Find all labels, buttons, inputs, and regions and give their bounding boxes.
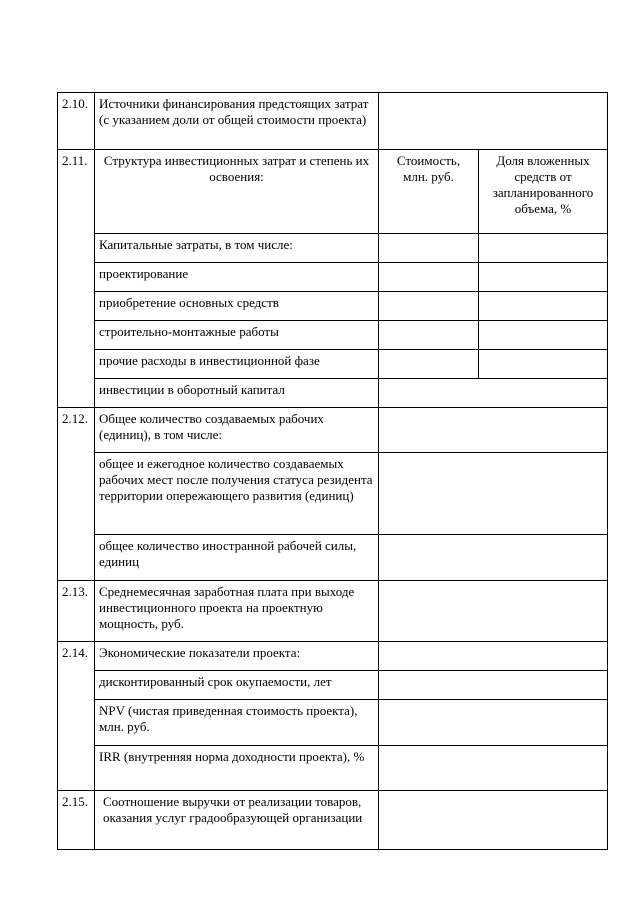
item-label: IRR (внутренняя норма доходности проекта), % <box>95 746 379 791</box>
table-row <box>58 535 608 581</box>
value-cell[interactable] <box>379 581 608 642</box>
row-label: Соотношение выручки от реализации товаров, оказания услуг градообразующей организации <box>95 791 379 850</box>
item-label: инвестиции в оборотный капитал <box>95 379 379 408</box>
row-number: 2.13. <box>58 581 95 642</box>
table-row <box>58 791 608 850</box>
table-row <box>58 746 608 791</box>
value-cell[interactable] <box>379 93 608 150</box>
table-row <box>58 263 608 292</box>
value-cell[interactable] <box>379 408 608 453</box>
table-row <box>58 671 608 700</box>
share-cell[interactable] <box>479 234 608 263</box>
cost-cell[interactable] <box>379 234 479 263</box>
share-cell[interactable] <box>479 350 608 379</box>
table-row <box>58 292 608 321</box>
share-cell[interactable] <box>479 263 608 292</box>
table-row <box>58 408 608 453</box>
column-header-cost: Стоимость, млн. руб. <box>379 150 479 234</box>
cost-cell[interactable] <box>379 321 479 350</box>
item-label: проектирование <box>95 263 379 292</box>
row-label: Структура инвестиционных затрат и степень их освоения: <box>95 150 379 234</box>
value-cell[interactable] <box>379 535 608 581</box>
row-number: 2.14. <box>58 642 95 791</box>
table-row <box>58 321 608 350</box>
table-row <box>58 700 608 746</box>
row-label: Общее количество создаваемых рабочих (единиц), в том числе: <box>95 408 379 453</box>
item-label: NPV (чистая приведенная стоимость проекта), млн. руб. <box>95 700 379 746</box>
row-label: Среднемесячная заработная плата при выходе инвестиционного проекта на проектную мощность, руб. <box>95 581 379 642</box>
row-number: 2.11. <box>58 150 95 408</box>
table-row <box>58 234 608 263</box>
table-row <box>58 581 608 642</box>
value-cell[interactable] <box>379 642 608 671</box>
value-cell[interactable] <box>379 791 608 850</box>
cost-cell[interactable] <box>379 350 479 379</box>
column-header-share: Доля вложенных средств от запланированного объема, % <box>479 150 608 234</box>
value-cell[interactable] <box>379 746 608 791</box>
item-label: общее и ежегодное количество создаваемых рабочих мест после получения статуса резидента территории опережающего развития (единиц) <box>95 453 379 535</box>
table-row <box>58 642 608 671</box>
item-label: строительно-монтажные работы <box>95 321 379 350</box>
row-label: Источники финансирования предстоящих затрат (с указанием доли от общей стоимости проекта) <box>95 93 379 150</box>
table-row <box>58 150 608 234</box>
item-label: прочие расходы в инвестиционной фазе <box>95 350 379 379</box>
item-label: общее количество иностранной рабочей силы, единиц <box>95 535 379 581</box>
row-number: 2.12. <box>58 408 95 581</box>
value-cell[interactable] <box>379 453 608 535</box>
value-cell[interactable] <box>379 379 608 408</box>
table-row <box>58 93 608 150</box>
table-row <box>58 453 608 535</box>
row-number: 2.15. <box>58 791 95 850</box>
item-label: дисконтированный срок окупаемости, лет <box>95 671 379 700</box>
row-label: Экономические показатели проекта: <box>95 642 379 671</box>
application-form-table <box>57 92 608 850</box>
share-cell[interactable] <box>479 321 608 350</box>
table-row <box>58 379 608 408</box>
cost-cell[interactable] <box>379 263 479 292</box>
item-label: приобретение основных средств <box>95 292 379 321</box>
value-cell[interactable] <box>379 671 608 700</box>
row-number: 2.10. <box>58 93 95 150</box>
value-cell[interactable] <box>379 700 608 746</box>
table-row <box>58 350 608 379</box>
share-cell[interactable] <box>479 292 608 321</box>
cost-cell[interactable] <box>379 292 479 321</box>
item-label: Капитальные затраты, в том числе: <box>95 234 379 263</box>
